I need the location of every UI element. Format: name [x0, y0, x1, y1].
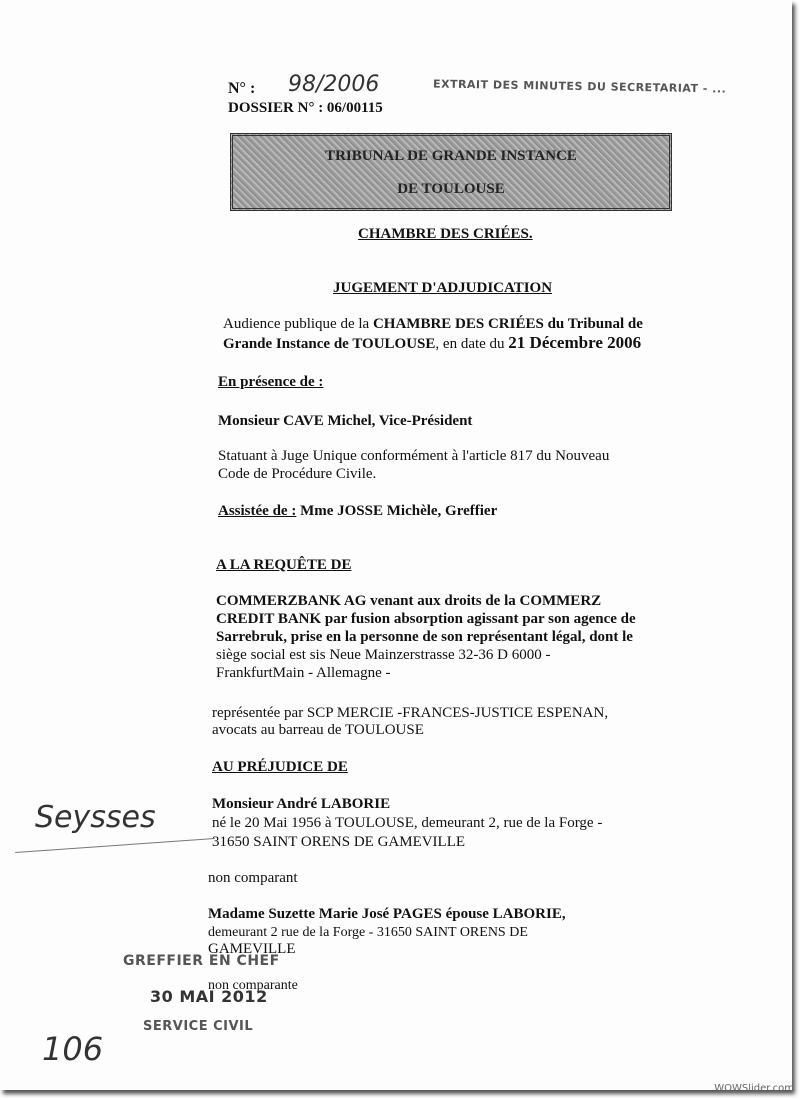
prejudice-heading: AU PRÉJUDICE DE: [212, 759, 348, 775]
requete-line: siège social est sis Neue Mainzerstrasse 32-36 D 6000 -: [216, 647, 551, 663]
handwritten-margin-note: Seysses: [35, 800, 156, 835]
requete-line-text: Sarrebruk, prise en la personne de son représentant légal, dont le: [216, 629, 633, 645]
audience-line-2: [223, 334, 641, 353]
requete-line: CREDIT BANK par fusion absorption agissant par son agence de: [216, 611, 636, 627]
person1-address-1: né le 20 Mai 1956 à TOULOUSE, demeurant 2, rue de la Forge -: [212, 815, 603, 831]
requete-line: COMMERZBANK AG venant aux droits de la COMMERZ: [216, 593, 602, 609]
person2-address-1: demeurant 2 rue de la Forge - 31650 SAINT ORENS DE: [208, 925, 528, 940]
tribunal-header-box: [230, 133, 672, 211]
chambre-heading: CHAMBRE DES CRIÉES.: [358, 226, 533, 242]
numero-handwritten: 98/2006: [288, 72, 380, 97]
audience-chambre: CHAMBRE DES CRIÉES du Tribunal de: [372, 316, 643, 332]
watermark: WOWSlider.com: [714, 1083, 794, 1094]
tribunal-line-1: TRIBUNAL DE GRANDE INSTANCE: [325, 148, 577, 164]
audience-text: , en date du: [435, 336, 509, 352]
stamp-extrait-minutes: EXTRAIT DES MINUTES DU SECRETARIAT - ...: [432, 77, 727, 96]
audience-tribunal: Grande Instance de TOULOUSE: [223, 336, 436, 352]
avocat-line-1: représentée par SCP MERCIE -FRANCES-JUSTICE ESPENAN,: [212, 705, 609, 721]
person1-status: non comparant: [208, 870, 298, 886]
requete-line: FrankfurtMain - Allemagne -: [216, 665, 391, 681]
person1-address-2: 31650 SAINT ORENS DE GAMEVILLE: [212, 834, 466, 850]
stamp-service: SERVICE CIVIL: [143, 1019, 254, 1034]
assistee: [218, 502, 497, 520]
stamp-greffier: GREFFIER EN CHEF: [123, 953, 280, 969]
stamp-date: 30 MAI 2012: [150, 987, 268, 1006]
numero-label: N° :: [228, 80, 256, 97]
person2-address-2: GAMEVILLE: [208, 941, 296, 957]
president: Monsieur CAVE Michel, Vice-Président: [218, 413, 473, 429]
dossier-number: DOSSIER N° : 06/00115: [228, 100, 383, 116]
audience-line-1: [223, 315, 643, 333]
statuant-line-2: Code de Procédure Civile.: [218, 466, 377, 482]
presence-heading: En présence de :: [218, 374, 324, 390]
avocat-line-2: avocats au barreau de TOULOUSE: [212, 722, 424, 738]
jugement-heading: JUGEMENT D'ADJUDICATION: [333, 280, 553, 296]
person2-name: Madame Suzette Marie José PAGES épouse LABORIE,: [208, 906, 566, 922]
audience-text: Audience publique de la: [223, 316, 373, 332]
requete-heading: A LA REQUÊTE DE: [216, 557, 352, 573]
requete-line: [216, 628, 633, 646]
audience-date: 21 Décembre 2006: [508, 333, 642, 352]
person1-name: Monsieur André LABORIE: [212, 796, 391, 812]
person2-status: non comparante: [208, 978, 298, 993]
statuant-line-1: Statuant à Juge Unique conformément à l'article 817 du Nouveau: [218, 448, 610, 464]
margin-line: [15, 838, 215, 853]
assistee-label: Assistée de :: [218, 503, 297, 519]
handwritten-page-number: 106: [42, 1030, 104, 1068]
assistee-value: Mme JOSSE Michèle, Greffier: [296, 503, 498, 519]
tribunal-line-2: DE TOULOUSE: [397, 181, 505, 197]
